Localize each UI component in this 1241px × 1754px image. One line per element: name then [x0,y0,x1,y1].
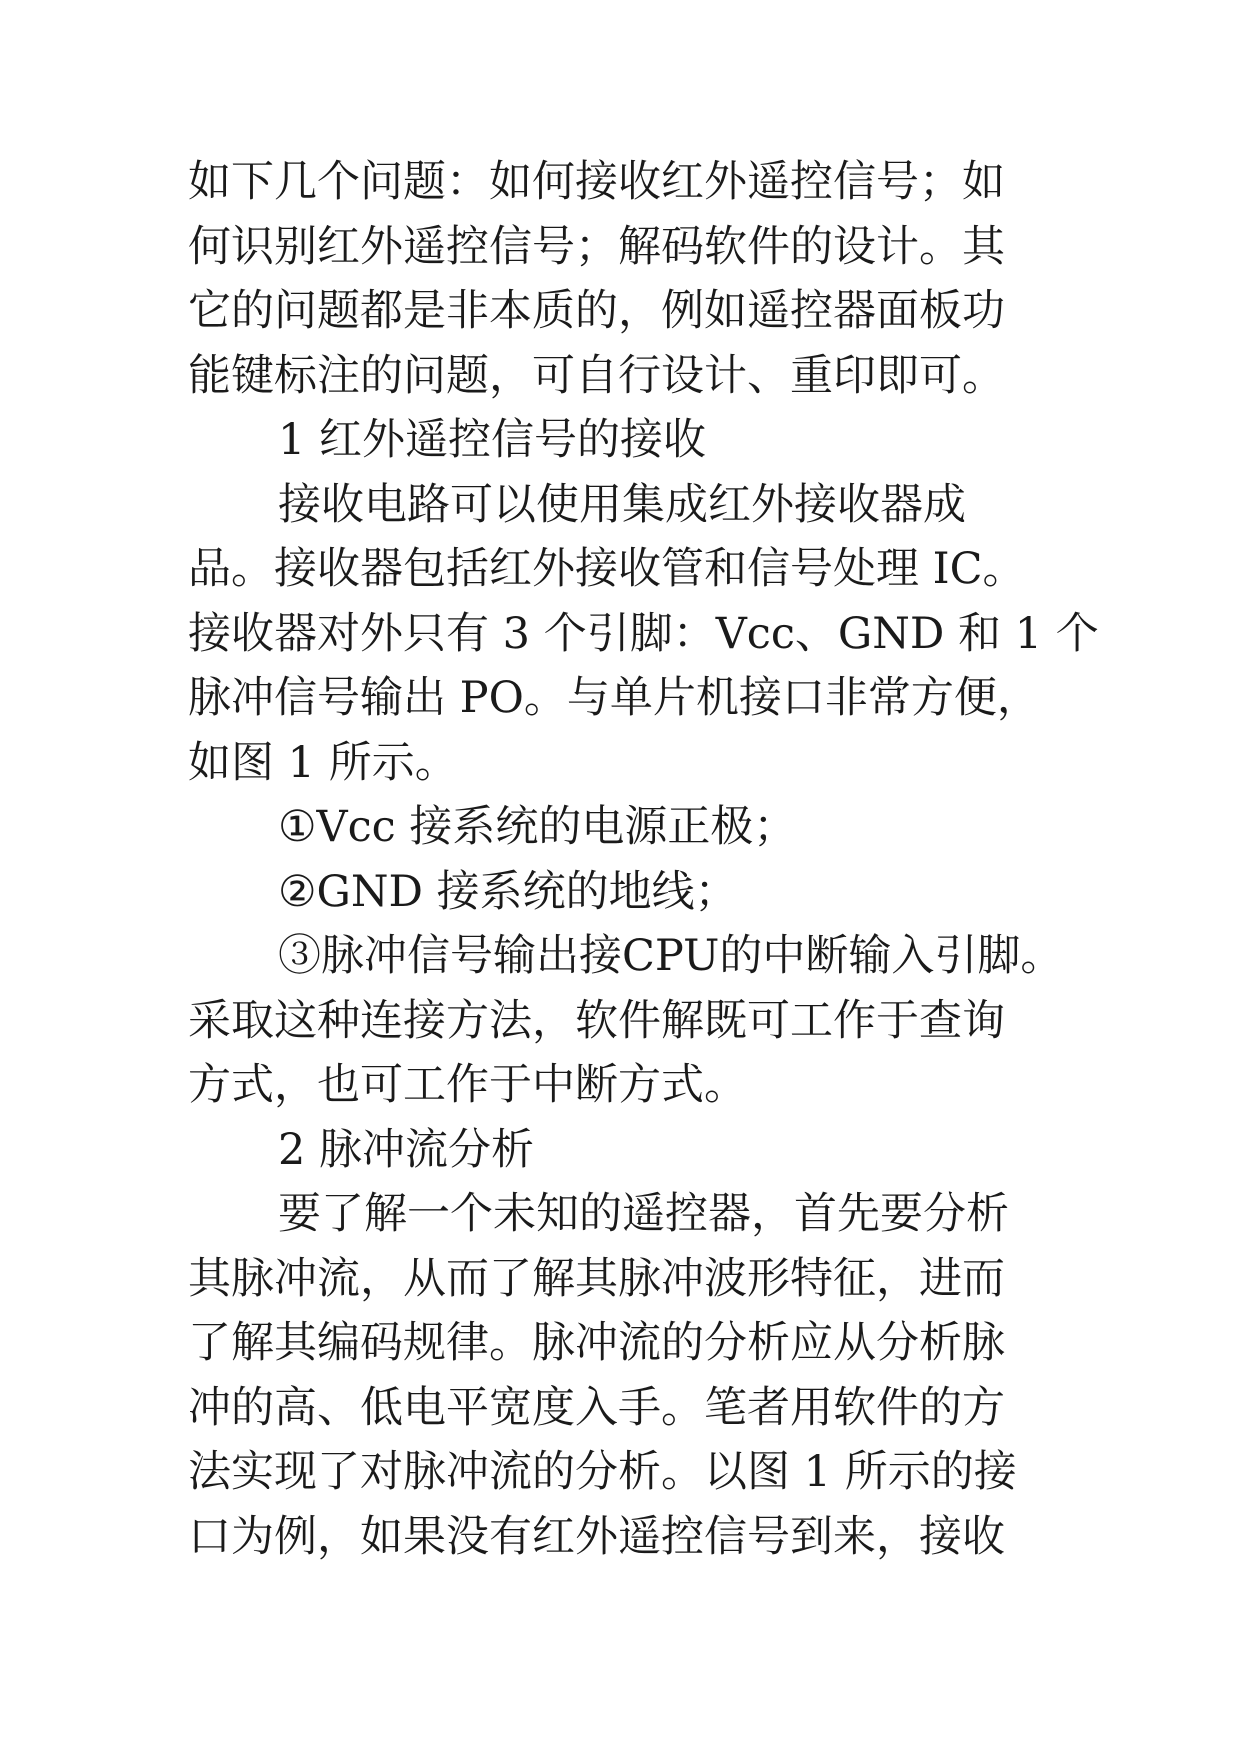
text-line: 如下几个问题：如何接收红外遥控信号；如 [188,157,1005,207]
text-line: 如图 1 所示。 [188,737,458,788]
section-heading: 1 红外遥控信号的接收 [278,415,707,465]
text-line: 能键标注的问题，可自行设计、重印即可。 [188,350,1005,401]
list-item: ①Vcc 接系统的电源正极； [278,802,797,852]
list-item: ③脉冲信号输出接CPU的中断输入引脚。 [278,931,1064,981]
text-line: 脉冲信号输出 PO。与单片机接口非常方便， [188,673,1040,723]
text-line: 采取这种连接方法，软件解既可工作于查询 [188,995,1005,1046]
text-line: 要了解一个未知的遥控器，首先要分析 [278,1189,1009,1239]
text-line: 它的问题都是非本质的，例如遥控器面板功 [188,286,1005,336]
text-line: 了解其编码规律。脉冲流的分析应从分析脉 [188,1318,1005,1368]
text-line: 其脉冲流，从而了解其脉冲波形特征，进而 [188,1253,1005,1304]
text-line: 何识别红外遥控信号；解码软件的设计。其 [188,221,1005,272]
document-page [188,150,1099,1569]
text-line: 品。接收器包括红外接收管和信号处理 IC。 [188,544,1026,594]
text-line: 冲的高、低电平宽度入手。笔者用软件的方 [188,1382,1005,1433]
text-line: 法实现了对脉冲流的分析。以图 1 所示的接 [188,1447,1017,1497]
text-line: 方式，也可工作于中断方式。 [188,1060,747,1110]
list-item: ②GND 接系统的地线； [278,866,738,917]
text-line: 口为例，如果没有红外遥控信号到来，接收 [188,1511,1005,1562]
text-line: 接收电路可以使用集成红外接收器成 [278,479,966,530]
section-heading: 2 脉冲流分析 [278,1124,535,1175]
text-line: 接收器对外只有 3 个引脚：Vcc、GND 和 1 个 [188,608,1099,659]
